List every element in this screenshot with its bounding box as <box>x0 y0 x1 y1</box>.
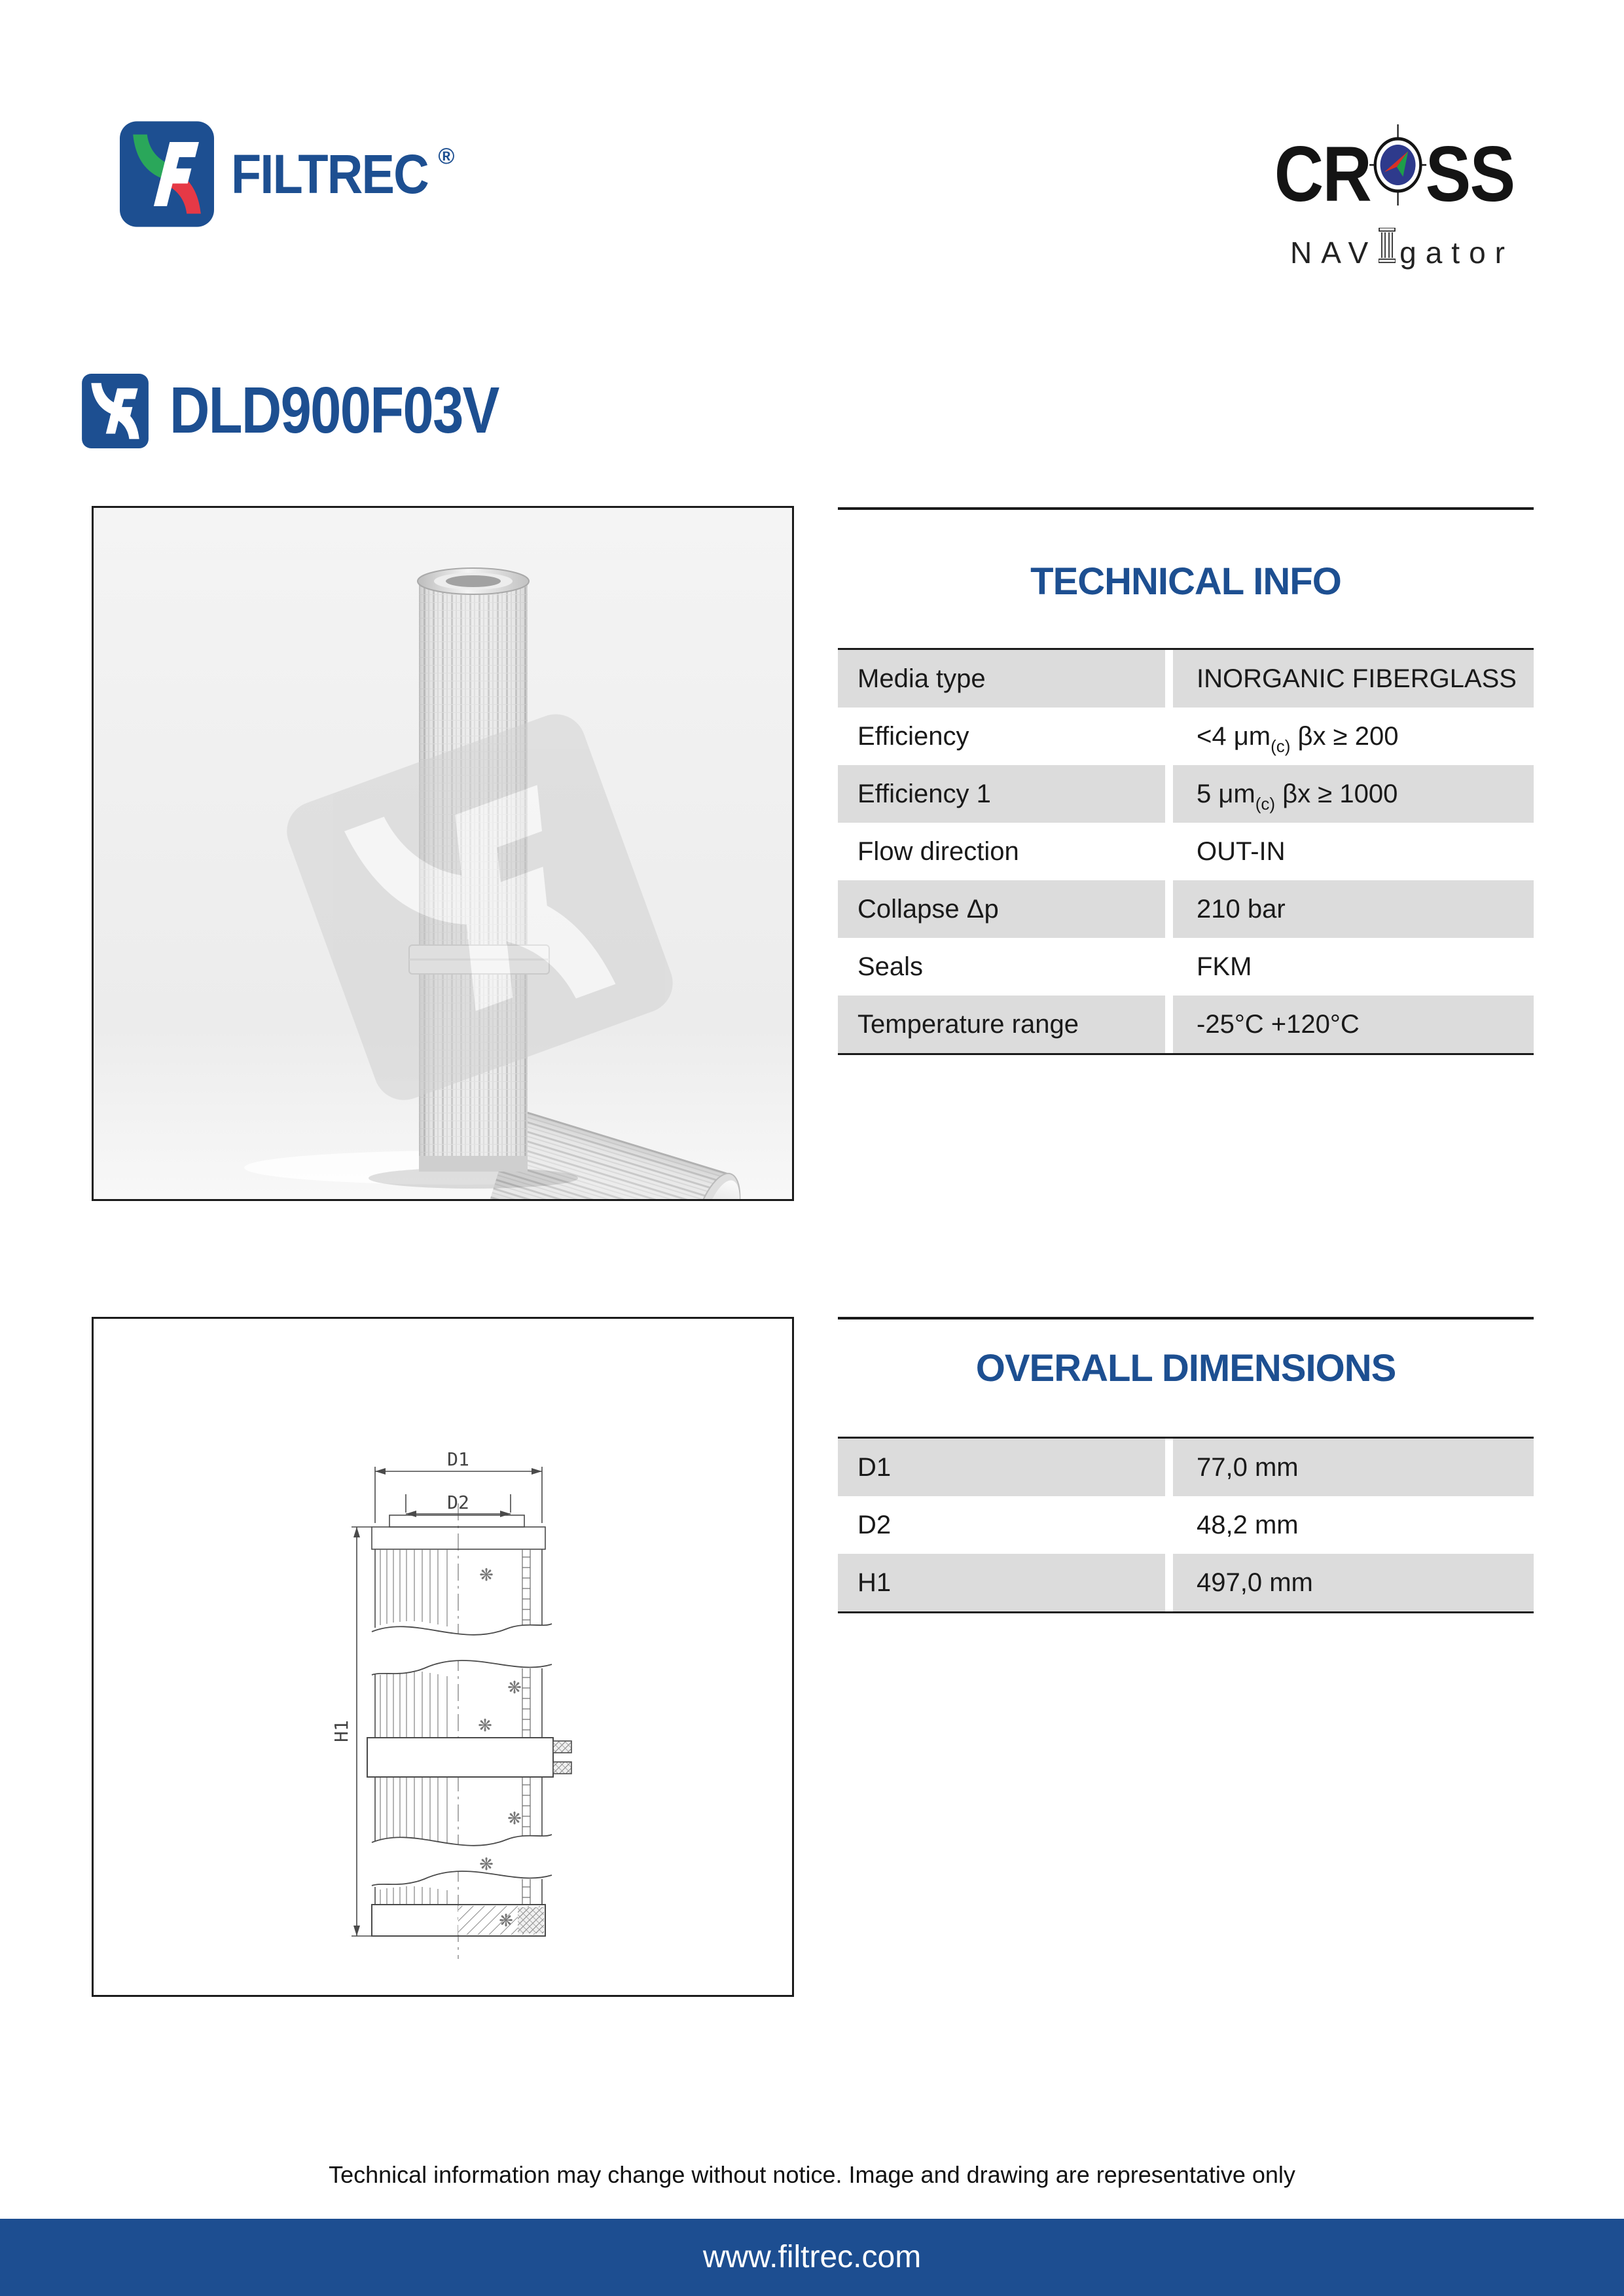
overall-dimensions-divider <box>838 1317 1534 1319</box>
row-value <box>1173 708 1534 765</box>
row-value-suffix: βx ≥ 200 <box>1290 721 1399 751</box>
technical-info-divider <box>838 507 1534 510</box>
row-value <box>1173 823 1534 880</box>
row-value-text: OUT-IN <box>1197 836 1286 866</box>
drawing-symbol: ❋ <box>507 1809 522 1829</box>
table-row <box>838 1554 1534 1611</box>
table-row <box>838 1439 1534 1496</box>
filtrec-wordmark-text: FILTREC <box>231 143 428 205</box>
cross-wordmark <box>1274 122 1514 226</box>
product-title-row <box>82 373 556 448</box>
row-value-text: 77,0 mm <box>1197 1452 1299 1482</box>
overall-dimensions-table <box>838 1437 1534 1613</box>
product-photo <box>92 506 794 1201</box>
row-value <box>1173 650 1534 708</box>
drawing-symbol: ❋ <box>479 1566 494 1585</box>
row-label: H1 <box>838 1554 1165 1611</box>
drawing-symbol: ❋ <box>507 1678 522 1698</box>
disclaimer-text: Technical information may change without notice. Image and drawing are representative only <box>329 2161 1295 2188</box>
cross-wordmark-left: CR <box>1274 130 1371 218</box>
row-label: D1 <box>838 1439 1165 1496</box>
row-value-text: 497,0 mm <box>1197 1568 1313 1597</box>
row-value <box>1173 938 1534 996</box>
compass-icon <box>1368 122 1427 226</box>
row-value <box>1173 765 1534 823</box>
row-value-subscript: (c) <box>1271 736 1291 756</box>
row-value-text: 210 bar <box>1197 894 1286 924</box>
row-value-text: 48,2 mm <box>1197 1510 1299 1539</box>
row-value-text: -25°C +120°C <box>1197 1009 1360 1039</box>
drawing-symbol: ❋ <box>499 1911 513 1931</box>
row-label: Collapse Δp <box>838 880 1165 938</box>
drawing-label-d1: D1 <box>447 1448 469 1470</box>
row-value <box>1173 880 1534 938</box>
row-value <box>1173 1496 1534 1554</box>
row-label: Flow direction <box>838 823 1165 880</box>
table-row <box>838 765 1534 823</box>
navigator-text-nav: NAV <box>1290 236 1378 270</box>
product-brand-icon <box>82 374 149 448</box>
table-row <box>838 708 1534 765</box>
filtrec-wordmark <box>231 143 466 206</box>
filtrec-logo <box>120 121 466 227</box>
cross-wordmark-right: SS <box>1425 130 1514 218</box>
table-row <box>838 880 1534 938</box>
table-row <box>838 650 1534 708</box>
row-value-text: INORGANIC FIBERGLASS <box>1197 664 1517 693</box>
table-row <box>838 938 1534 996</box>
row-label: Seals <box>838 938 1165 996</box>
technical-info-title: TECHNICAL INFO <box>1030 560 1341 603</box>
website-url: www.filtrec.com <box>702 2240 922 2274</box>
column-icon <box>1379 228 1396 270</box>
row-label: Efficiency 1 <box>838 765 1165 823</box>
drawing-label-h1: H1 <box>331 1720 352 1742</box>
drawing-symbol: ❋ <box>478 1716 492 1736</box>
cross-navigator-logo <box>1238 122 1514 270</box>
row-label: D2 <box>838 1496 1165 1554</box>
drawing-symbol: ❋ <box>479 1855 494 1874</box>
row-value <box>1173 1439 1534 1496</box>
navigator-text-gator: gator <box>1399 236 1514 270</box>
row-value-subscript: (c) <box>1255 793 1276 814</box>
table-row <box>838 823 1534 880</box>
dimension-drawing <box>92 1317 794 1997</box>
website-bar <box>0 2219 1624 2296</box>
row-value <box>1173 996 1534 1053</box>
product-code: DLD900F03V <box>170 374 499 447</box>
row-value-text: <4 μm <box>1197 721 1271 751</box>
overall-dimensions-title: OVERALL DIMENSIONS <box>975 1347 1396 1390</box>
row-label: Temperature range <box>838 996 1165 1053</box>
row-value <box>1173 1554 1534 1611</box>
drawing-label-d2: D2 <box>447 1492 469 1513</box>
row-value-text: FKM <box>1197 952 1252 981</box>
technical-info-table <box>838 648 1534 1055</box>
table-row <box>838 1496 1534 1554</box>
row-value-suffix: βx ≥ 1000 <box>1275 779 1398 808</box>
row-label: Efficiency <box>838 708 1165 765</box>
navigator-wordmark <box>1238 228 1514 270</box>
filtrec-logo-icon <box>120 121 214 227</box>
row-value-text: 5 μm <box>1197 779 1255 808</box>
table-row <box>838 996 1534 1053</box>
registered-trademark-symbol: ® <box>438 144 455 170</box>
row-label: Media type <box>838 650 1165 708</box>
